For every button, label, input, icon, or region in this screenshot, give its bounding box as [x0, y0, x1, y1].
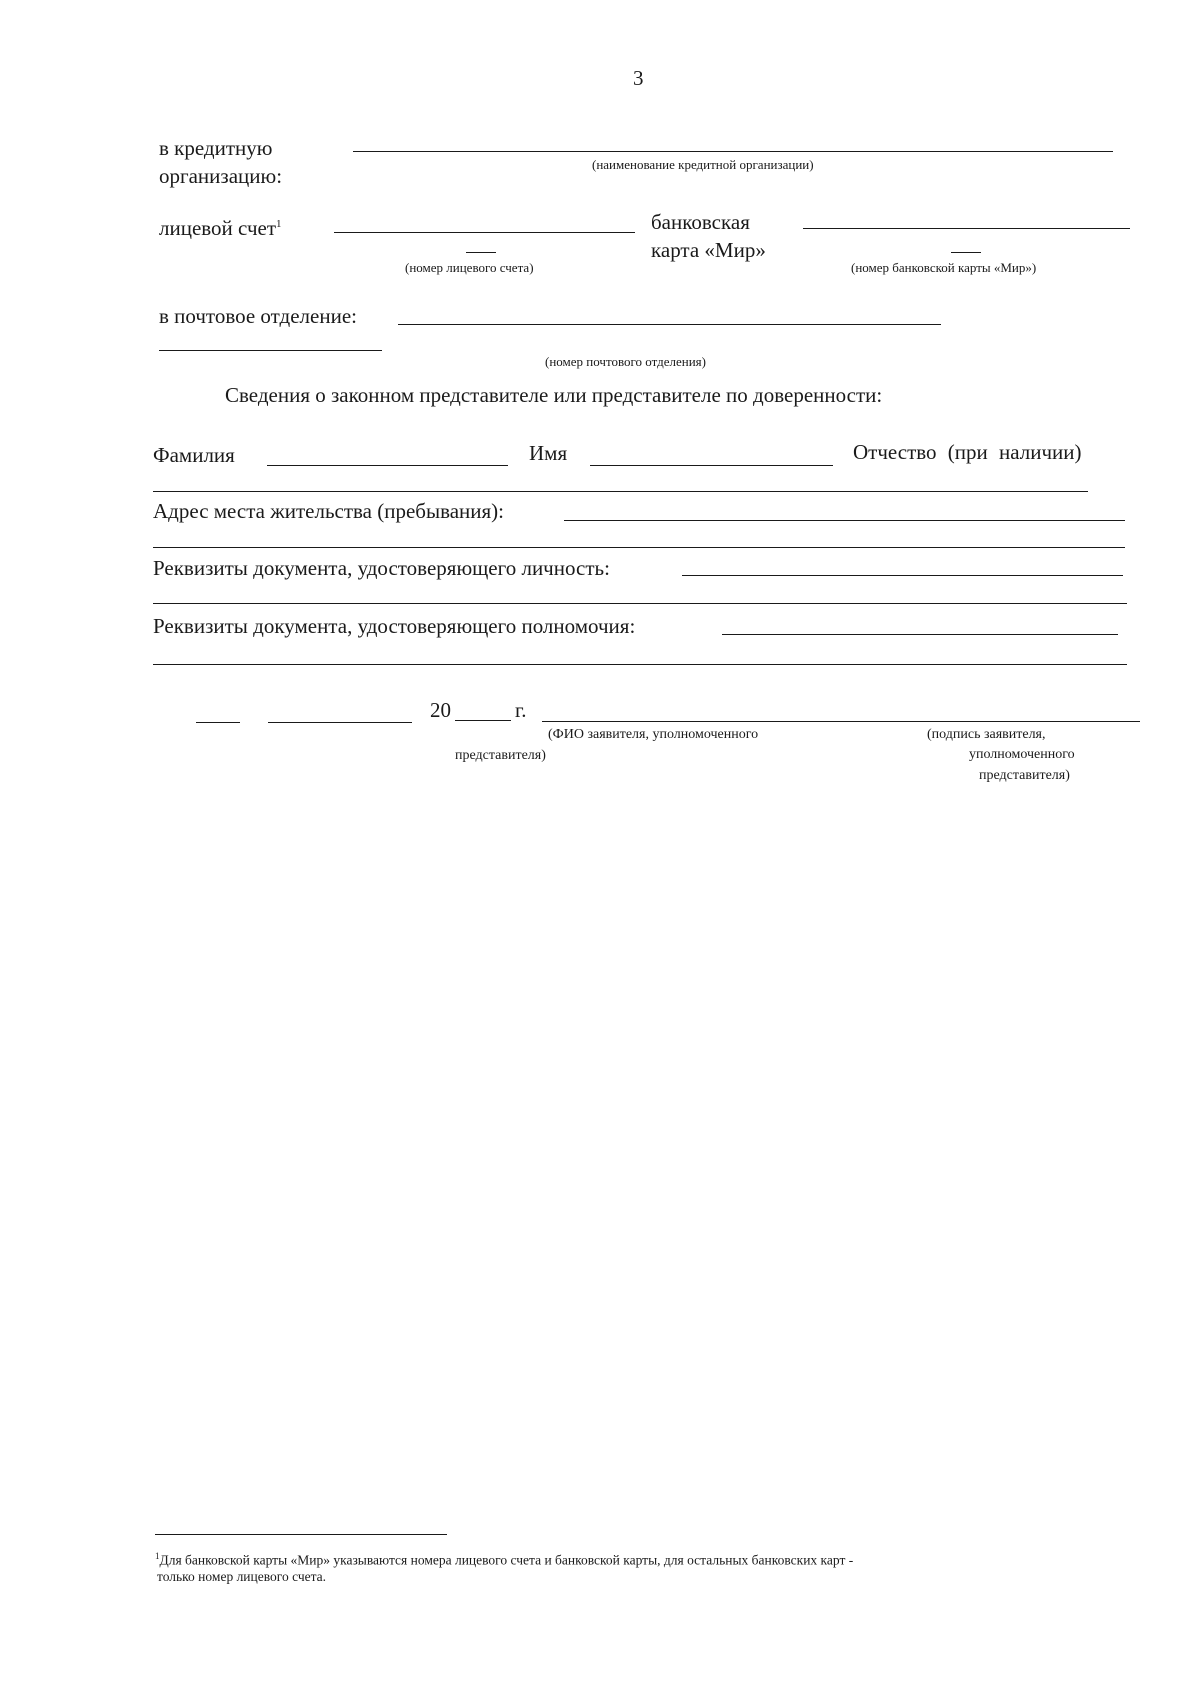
account-label-text: лицевой счет — [159, 216, 276, 240]
surname-field[interactable] — [267, 465, 508, 466]
name-label: Имя — [529, 441, 568, 465]
footnote-text-line1: Для банковской карты «Мир» указываются номера лицевого счета и банковской карты, для остальных банковских карт - — [159, 1552, 854, 1568]
mir-card-field[interactable] — [803, 228, 1130, 229]
id-doc-label: Реквизиты документа, удостоверяющего личность: — [153, 556, 610, 580]
patronymic-field[interactable] — [153, 491, 1088, 492]
mir-card-label-line2: карта «Мир» — [651, 238, 766, 262]
date-year-suffix: г. — [515, 698, 527, 722]
mir-card-label-line1: банковская — [651, 210, 750, 234]
id-doc-field-continuation[interactable] — [153, 603, 1127, 604]
address-field[interactable] — [564, 520, 1125, 521]
date-year-prefix: 20 — [430, 698, 451, 722]
account-tick — [466, 252, 496, 253]
fio-caption-line2: представителя) — [455, 748, 546, 763]
account-caption: (номер лицевого счета) — [405, 260, 534, 275]
account-footnote-mark: 1 — [276, 218, 282, 230]
address-field-continuation[interactable] — [153, 547, 1125, 548]
id-doc-field[interactable] — [682, 575, 1123, 576]
date-day-field[interactable] — [196, 722, 240, 723]
sign-caption-line1: (подпись заявителя, — [927, 727, 1046, 742]
footnote-mark: 1 — [155, 1551, 160, 1561]
authority-doc-label: Реквизиты документа, удостоверяющего полномочия: — [153, 614, 636, 638]
credit-org-caption: (наименование кредитной организации) — [592, 157, 814, 172]
post-office-caption: (номер почтового отделения) — [545, 354, 706, 369]
fio-caption-line1: (ФИО заявителя, уполномоченного — [548, 727, 759, 742]
name-field[interactable] — [590, 465, 833, 466]
account-field[interactable] — [334, 232, 635, 233]
date-year-field[interactable] — [455, 720, 511, 721]
fio-field[interactable] — [542, 721, 939, 722]
authority-doc-field-continuation[interactable] — [153, 664, 1127, 665]
credit-org-label-line1: в кредитную — [159, 136, 273, 160]
mir-card-caption: (номер банковской карты «Мир») — [851, 260, 1037, 275]
authority-doc-field[interactable] — [722, 634, 1118, 635]
footnote-separator — [155, 1534, 447, 1535]
footnote-line2: только номер лицевого счета. — [157, 1569, 327, 1584]
mir-card-tick — [951, 252, 981, 253]
sign-caption-line2: уполномоченного — [969, 747, 1075, 762]
credit-org-field[interactable] — [353, 151, 1113, 152]
post-office-field[interactable] — [398, 324, 941, 325]
surname-label: Фамилия — [153, 443, 235, 467]
account-label — [159, 212, 282, 240]
address-label: Адрес места жительства (пребывания): — [153, 499, 505, 523]
signature-field[interactable] — [939, 721, 1140, 722]
post-office-field-continuation[interactable] — [159, 350, 382, 351]
credit-org-label-line2: организацию: — [159, 164, 283, 188]
page-number: 3 — [633, 66, 644, 90]
sign-caption-line3: представителя) — [979, 768, 1070, 783]
patronymic-label: Отчество (при наличии) — [853, 440, 1082, 464]
representative-heading: Сведения о законном представителе или представителе по доверенности: — [225, 383, 883, 407]
post-office-label: в почтовое отделение: — [159, 304, 357, 328]
date-month-field[interactable] — [268, 722, 412, 723]
